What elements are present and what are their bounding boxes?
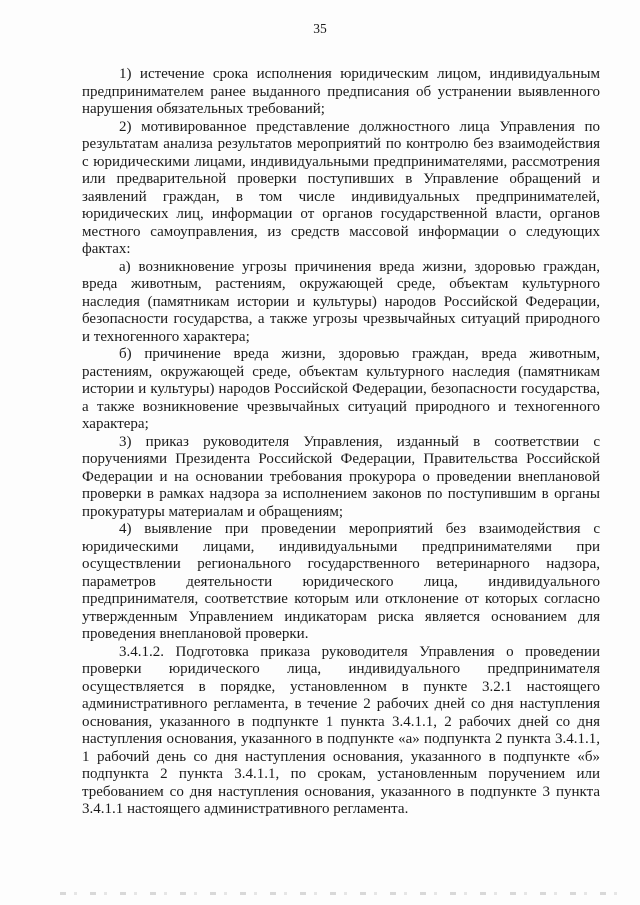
paragraph-item-3: 3) приказ руководителя Управления, изданный в соответствии с поручениями Президента Российской Федерации, Правительства Российской Федерации и на основании требования прокурора о проведении внеплановой проверки в рамках надзора за исполнением законов по поступившим в органы прокуратуры материалам и обращениям; [82,433,600,520]
scan-artifact-line [60,892,620,895]
paragraph-item-2: 2) мотивированное представление должностного лица Управления по результатам анализа результатов мероприятий по контролю без взаимодействия с юридическими лицами, индивидуальными предпринимателями, рассмотрения или предварительной проверки поступивших в Управление обращений и заявлений граждан, в том числе индивидуальных предпринимателей, юридических лиц, информации от органов государственной власти, органов местного самоуправления, из средств массовой информации о следующих фактах: [82,118,600,257]
document-body [82,66,600,819]
paragraph-3-4-1-2: 3.4.1.2. Подготовка приказа руководителя Управления о проведении проверки юридического лица, индивидуального предпринимателя осуществляется в порядке, установленном в пункте 3.2.1 настоящего административного регламента, в течение 2 рабочих дней со дня наступления основания, указанного в подпункте 1 пункта 3.4.1.1, 2 рабочих дней со дня наступления основания, указанного в подпункте «а» подпункта 2 пункта 3.4.1.1, 1 рабочий день со дня наступления основания, указанного в подпункте «б» подпункта 2 пункта 3.4.1.1, по срокам, установленным поручением или требованием со дня наступления основания, указанного в подпункте 3 пункта 3.4.1.1 настоящего административного регламента. [82,643,600,817]
paragraph-item-4: 4) выявление при проведении мероприятий без взаимодействия с юридическими лицами, индивидуальными предпринимателями при осуществлении регионального государственного ветеринарного надзора, параметров деятельности юридического лица, индивидуального предпринимателя, соответствие которым или отклонение от которых согласно утвержденным Управлением индикаторам риска является основанием для проведения внеплановой проверки. [82,521,600,642]
page-number: 35 [313,21,327,36]
paragraph-item-1: 1) истечение срока исполнения юридическим лицом, индивидуальным предпринимателем ранее выданного предписания об устранении выявленного нарушения обязательных требований; [82,66,600,117]
paragraph-subitem-a: а) возникновение угрозы причинения вреда жизни, здоровью граждан, вреда животным, растениям, окружающей среде, объектам культурного наследия (памятникам истории и культуры) народов Российской Федерации, безопасности государства, а также угрозы чрезвычайных ситуаций природного и техногенного характера; [82,258,600,345]
paragraph-subitem-b: б) причинение вреда жизни, здоровью граждан, вреда животным, растениям, окружающей среде, объектам культурного наследия (памятникам истории и культуры) народов Российской Федерации, безопасности государства, а также возникновение чрезвычайных ситуаций природного и техногенного характера; [82,346,600,432]
